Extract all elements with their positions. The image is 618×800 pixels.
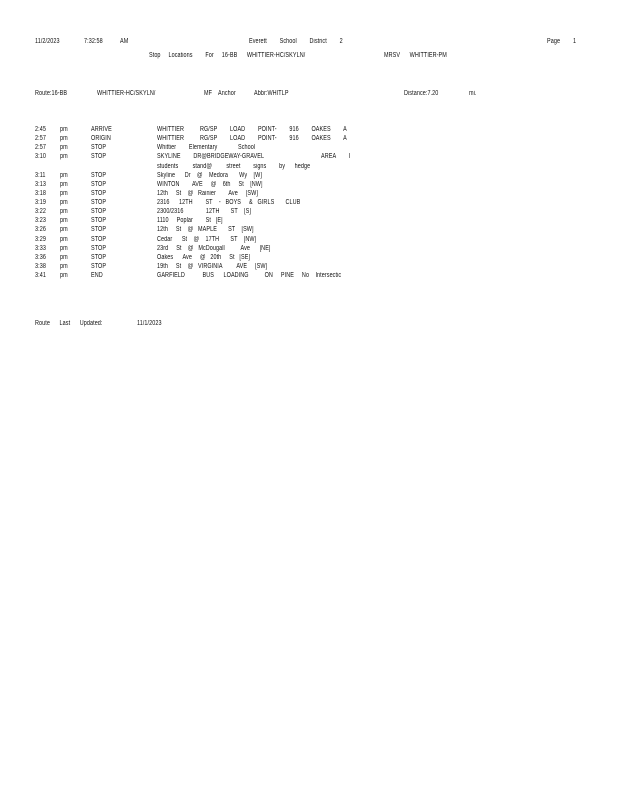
- stop-type: STOP: [91, 236, 107, 243]
- stop-time: 3:41: [35, 272, 46, 279]
- route-last-updated-date: 11/1/2023: [137, 320, 162, 327]
- stop-ampm: pm: [60, 208, 68, 215]
- stop-description: 2316 12TH ST - BOYS & GIRLS CLUB: [157, 199, 301, 206]
- stop-time: 3:13: [35, 181, 46, 188]
- stop-ampm: pm: [60, 272, 68, 279]
- route-distance: Distance:7.20: [404, 90, 439, 97]
- stop-ampm: pm: [60, 245, 68, 252]
- stop-time: 3:11: [35, 172, 46, 179]
- route-abbr: Abbr:WHITLP: [254, 90, 289, 97]
- stop-description: WINTON AVE @ 6th St [NW]: [157, 181, 263, 188]
- stop-time: 3:10: [35, 153, 46, 160]
- stop-time: 3:36: [35, 254, 46, 261]
- stop-type: STOP: [91, 254, 107, 261]
- stop-ampm: pm: [60, 172, 68, 179]
- stop-ampm: pm: [60, 199, 68, 206]
- stop-ampm: pm: [60, 236, 68, 243]
- stop-type: ARRIVE: [91, 126, 112, 133]
- stop-type: STOP: [91, 245, 107, 252]
- stop-row: [0, 153, 618, 163]
- stop-type: STOP: [91, 263, 107, 270]
- route-days: MF: [204, 90, 213, 97]
- stop-time: 2:45: [35, 126, 46, 133]
- stop-type: STOP: [91, 199, 107, 206]
- stop-description: 23rd St @ McDougall Ave [NE]: [157, 245, 271, 252]
- stop-time: 3:22: [35, 208, 46, 215]
- route-anchor: Anchor: [218, 90, 236, 97]
- stop-type: STOP: [91, 208, 107, 215]
- stop-time: 2:57: [35, 135, 46, 142]
- stop-time: 3:29: [35, 236, 46, 243]
- stop-description: SKYLINE DR@BRIDGEWAY-GRAVEL AREA I: [157, 153, 351, 160]
- stop-type: STOP: [91, 190, 107, 197]
- stop-description: GARFIELD BUS LOADING ON PINE No Intersectic: [157, 272, 342, 279]
- stop-type: STOP: [91, 144, 107, 151]
- stop-row: [0, 226, 618, 236]
- page-number: 1: [573, 38, 577, 45]
- stop-ampm: pm: [60, 217, 68, 224]
- stop-time: 3:33: [35, 245, 46, 252]
- stop-description: 19th St @ VIRGINIA AVE [SW]: [157, 263, 268, 270]
- stop-description: 12th St @ Rainier Ave [SW]: [157, 190, 258, 197]
- stop-type: STOP: [91, 153, 107, 160]
- route-last-updated-label: Route Last Updated:: [35, 320, 103, 327]
- stop-type: STOP: [91, 226, 107, 233]
- report-ampm: AM: [120, 38, 129, 45]
- stop-time: 3:19: [35, 199, 46, 206]
- stop-description: WHITTIER RG/SP LOAD POINT- 916 OAKES A: [157, 135, 347, 142]
- stop-type: STOP: [91, 172, 107, 179]
- stop-description: Skyline Dr @ Medora Wy [W]: [157, 172, 262, 179]
- stop-time: 3:18: [35, 190, 46, 197]
- stop-type: STOP: [91, 217, 107, 224]
- district-title: Everett School District 2: [249, 38, 343, 45]
- report-subtitle: Stop Locations For 16-BB WHITTIER-HC/SKYLN/: [149, 52, 306, 59]
- stop-type: END: [91, 272, 103, 279]
- stop-ampm: pm: [60, 135, 68, 142]
- stop-ampm: pm: [60, 126, 68, 133]
- stop-ampm: pm: [60, 226, 68, 233]
- stop-ampm: pm: [60, 181, 68, 188]
- stop-description: Oakes Ave @ 20th St [SE]: [157, 254, 251, 261]
- route-name: WHITTIER-HC/SKYLN/: [97, 90, 156, 97]
- stop-time: 3:26: [35, 226, 46, 233]
- stop-description: 12th St @ MAPLE ST [SW]: [157, 226, 254, 233]
- stop-row: [0, 272, 618, 282]
- page-label: Page: [547, 38, 561, 45]
- report-time: 7:32:58: [84, 38, 103, 45]
- stop-time: 3:23: [35, 217, 46, 224]
- stop-description: 2300/2316 12TH ST [S]: [157, 208, 252, 215]
- stop-description: 1110 Poplar St [E]: [157, 217, 223, 224]
- stop-description: WHITTIER RG/SP LOAD POINT- 916 OAKES A: [157, 126, 347, 133]
- stop-ampm: pm: [60, 144, 68, 151]
- stop-time: 2:57: [35, 144, 46, 151]
- report-date: 11/2/2023: [35, 38, 60, 45]
- stop-ampm: pm: [60, 153, 68, 160]
- route-code: Route:16-BB: [35, 90, 68, 97]
- stop-description: Whittier Elementary School: [157, 144, 256, 151]
- report-subtitle-right: MRSV WHITTIER-PM: [384, 52, 447, 59]
- stop-description: Cedar St @ 17TH ST [NW]: [157, 236, 257, 243]
- stop-ampm: pm: [60, 190, 68, 197]
- stop-ampm: pm: [60, 263, 68, 270]
- stop-type: ORIGIN: [91, 135, 111, 142]
- stop-type: STOP: [91, 181, 107, 188]
- stop-time: 3:38: [35, 263, 46, 270]
- stop-ampm: pm: [60, 254, 68, 261]
- distance-unit: mi.: [469, 90, 477, 97]
- stop-description: students stand@ street signs by hedge: [157, 163, 311, 170]
